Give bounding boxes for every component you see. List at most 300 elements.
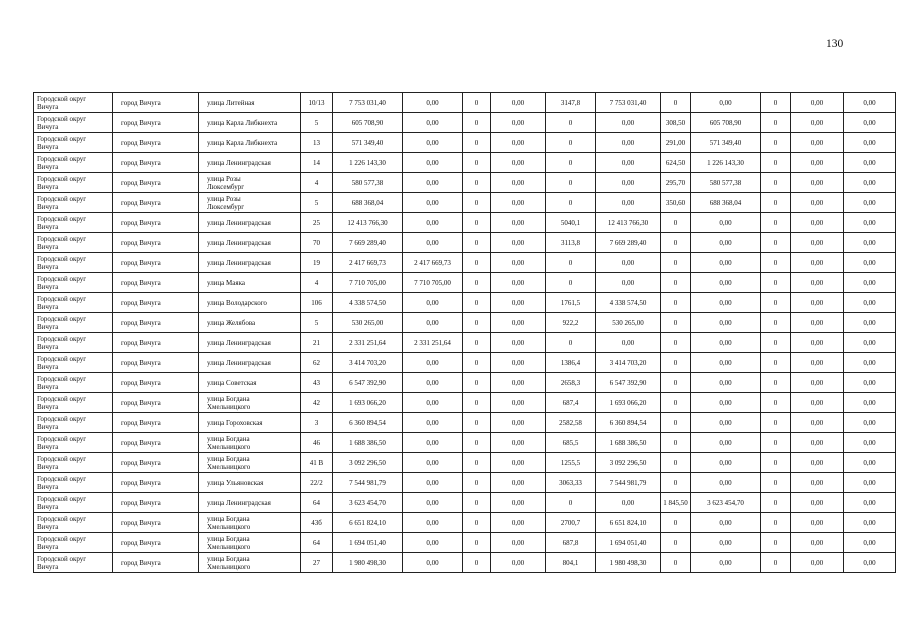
value-cell: 1 694 051,40 [333,533,403,553]
value-cell: 0 [546,173,596,193]
value-cell: 1 694 051,40 [596,533,661,553]
value-cell: 0,00 [691,93,761,113]
value-cell: 0,00 [691,513,761,533]
street-cell: улица Советская [199,373,301,393]
value-cell: 7 753 031,40 [596,93,661,113]
value-cell: 605 708,90 [333,113,403,133]
value-cell: 0 [463,93,491,113]
city-cell: город Вичуга [113,413,199,433]
city-cell: город Вичуга [113,513,199,533]
street-cell: улица Желябова [199,313,301,333]
value-cell: 0,00 [691,233,761,253]
value-cell: 0 [463,493,491,513]
value-cell: 3 092 296,50 [333,453,403,473]
city-cell: город Вичуга [113,133,199,153]
value-cell: 0,00 [596,333,661,353]
value-cell: 0,00 [691,473,761,493]
district-cell: Городской округ Вичуга [34,493,113,513]
value-cell: 2 331 251,64 [403,333,463,353]
house-number-cell: 64 [301,493,333,513]
value-cell: 0 [546,113,596,133]
street-cell: улица Ленинградская [199,213,301,233]
value-cell: 291,00 [661,133,691,153]
value-cell: 0,00 [491,233,546,253]
value-cell: 0,00 [491,113,546,133]
value-cell: 0 [761,413,791,433]
value-cell: 0,00 [791,333,844,353]
district-cell: Городской округ Вичуга [34,513,113,533]
street-cell: улица Богдана Хмельницкого [199,433,301,453]
value-cell: 6 360 894,54 [596,413,661,433]
house-number-cell: 14 [301,153,333,173]
value-cell: 3 414 703,20 [333,353,403,373]
value-cell: 0 [463,133,491,153]
district-cell: Городской округ Вичуга [34,153,113,173]
value-cell: 688 368,04 [691,193,761,213]
table-row [34,213,896,233]
street-cell: улица Богдана Хмельницкого [199,553,301,573]
district-cell: Городской округ Вичуга [34,553,113,573]
value-cell: 0,00 [491,293,546,313]
value-cell: 2 331 251,64 [333,333,403,353]
value-cell: 0,00 [844,333,896,353]
value-cell: 0,00 [491,393,546,413]
value-cell: 0 [463,533,491,553]
value-cell: 0,00 [403,153,463,173]
value-cell: 1761,5 [546,293,596,313]
district-cell: Городской округ Вичуга [34,233,113,253]
city-cell: город Вичуга [113,253,199,273]
city-cell: город Вичуга [113,313,199,333]
value-cell: 0,00 [491,553,546,573]
value-cell: 0 [661,273,691,293]
value-cell: 0 [761,113,791,133]
value-cell: 0,00 [791,273,844,293]
value-cell: 0 [661,413,691,433]
table-row [34,333,896,353]
value-cell: 1 845,50 [661,493,691,513]
value-cell: 0,00 [844,253,896,273]
city-cell: город Вичуга [113,373,199,393]
table-row [34,273,896,293]
value-cell: 0 [463,233,491,253]
value-cell: 0 [463,513,491,533]
value-cell: 7 710 705,00 [333,273,403,293]
value-cell: 0,00 [844,293,896,313]
value-cell: 0 [761,193,791,213]
value-cell: 0,00 [844,533,896,553]
value-cell: 0,00 [403,93,463,113]
value-cell: 687,4 [546,393,596,413]
house-number-cell: 3 [301,413,333,433]
value-cell: 0,00 [403,313,463,333]
value-cell: 0 [761,133,791,153]
value-cell: 0 [463,333,491,353]
city-cell: город Вичуга [113,493,199,513]
value-cell: 0,00 [491,493,546,513]
street-cell: улица Богдана Хмельницкого [199,453,301,473]
value-cell: 0 [761,533,791,553]
table-body [34,93,896,573]
value-cell: 0 [761,333,791,353]
value-cell: 0,00 [491,333,546,353]
value-cell: 0,00 [491,133,546,153]
value-cell: 0,00 [403,213,463,233]
value-cell: 0,00 [844,493,896,513]
value-cell: 0,00 [491,193,546,213]
value-cell: 0 [661,393,691,413]
value-cell: 0 [661,233,691,253]
district-cell: Городской округ Вичуга [34,173,113,193]
district-cell: Городской округ Вичуга [34,253,113,273]
value-cell: 0,00 [403,293,463,313]
value-cell: 0,00 [791,213,844,233]
value-cell: 0,00 [403,453,463,473]
value-cell: 6 547 392,90 [596,373,661,393]
street-cell: улица Литейная [199,93,301,113]
street-cell: улица Ленинградская [199,353,301,373]
value-cell: 0,00 [403,373,463,393]
house-number-cell: 70 [301,233,333,253]
city-cell: город Вичуга [113,453,199,473]
house-number-cell: 25 [301,213,333,233]
value-cell: 6 651 824,10 [596,513,661,533]
district-cell: Городской округ Вичуга [34,533,113,553]
value-cell: 605 708,90 [691,113,761,133]
house-number-cell: 5 [301,113,333,133]
value-cell: 0,00 [844,353,896,373]
value-cell: 0 [661,553,691,573]
value-cell: 0,00 [691,253,761,273]
table-row [34,353,896,373]
city-cell: город Вичуга [113,153,199,173]
value-cell: 0,00 [844,413,896,433]
value-cell: 0,00 [596,133,661,153]
value-cell: 0 [761,453,791,473]
value-cell: 0,00 [691,413,761,433]
street-cell: улица Володарского [199,293,301,313]
value-cell: 0 [463,393,491,413]
city-cell: город Вичуга [113,333,199,353]
value-cell: 7 544 981,79 [596,473,661,493]
value-cell: 1 980 498,30 [596,553,661,573]
city-cell: город Вичуга [113,273,199,293]
house-number-cell: 4 [301,173,333,193]
value-cell: 0,00 [691,433,761,453]
value-cell: 7 669 289,40 [596,233,661,253]
value-cell: 0,00 [791,133,844,153]
value-cell: 0 [463,253,491,273]
street-cell: улица Розы Люксембург [199,193,301,213]
house-number-cell: 19 [301,253,333,273]
value-cell: 1 688 386,50 [333,433,403,453]
value-cell: 0,00 [491,253,546,273]
value-cell: 0 [463,553,491,573]
value-cell: 571 349,40 [333,133,403,153]
value-cell: 0,00 [491,173,546,193]
table-row [34,313,896,333]
street-cell: улица Богдана Хмельницкого [199,393,301,413]
value-cell: 1 693 066,20 [333,393,403,413]
value-cell: 0,00 [691,353,761,373]
value-cell: 0,00 [691,293,761,313]
value-cell: 1255,5 [546,453,596,473]
value-cell: 0,00 [491,453,546,473]
housing-table [33,92,896,573]
value-cell: 6 547 392,90 [333,373,403,393]
house-number-cell: 5 [301,313,333,333]
value-cell: 0,00 [691,533,761,553]
value-cell: 0,00 [791,313,844,333]
city-cell: город Вичуга [113,393,199,413]
city-cell: город Вичуга [113,533,199,553]
city-cell: город Вичуга [113,213,199,233]
district-cell: Городской округ Вичуга [34,213,113,233]
district-cell: Городской округ Вичуга [34,353,113,373]
value-cell: 1 688 386,50 [596,433,661,453]
house-number-cell: 27 [301,553,333,573]
value-cell: 0,00 [791,493,844,513]
value-cell: 0,00 [691,273,761,293]
value-cell: 2700,7 [546,513,596,533]
value-cell: 0,00 [403,493,463,513]
value-cell: 0,00 [491,93,546,113]
value-cell: 0 [463,473,491,493]
value-cell: 0 [546,273,596,293]
value-cell: 0 [463,173,491,193]
house-number-cell: 10/13 [301,93,333,113]
district-cell: Городской округ Вичуга [34,393,113,413]
value-cell: 0 [761,233,791,253]
district-cell: Городской округ Вичуга [34,473,113,493]
value-cell: 0,00 [691,333,761,353]
value-cell: 580 577,38 [691,173,761,193]
value-cell: 2658,3 [546,373,596,393]
value-cell: 0 [463,313,491,333]
street-cell: улица Маяка [199,273,301,293]
value-cell: 804,1 [546,553,596,573]
value-cell: 0,00 [403,193,463,213]
value-cell: 0,00 [844,453,896,473]
value-cell: 0,00 [844,373,896,393]
value-cell: 0 [463,193,491,213]
value-cell: 3 623 454,70 [333,493,403,513]
value-cell: 0 [761,373,791,393]
value-cell: 0,00 [691,373,761,393]
street-cell: улица Ленинградская [199,233,301,253]
value-cell: 0 [661,333,691,353]
value-cell: 0,00 [791,353,844,373]
value-cell: 0,00 [791,413,844,433]
value-cell: 0,00 [791,233,844,253]
value-cell: 0 [546,193,596,213]
value-cell: 0,00 [791,513,844,533]
value-cell: 0 [761,293,791,313]
value-cell: 0 [761,473,791,493]
value-cell: 0 [761,213,791,233]
value-cell: 3 623 454,70 [691,493,761,513]
city-cell: город Вичуга [113,353,199,373]
value-cell: 0,00 [596,193,661,213]
value-cell: 0,00 [791,373,844,393]
table-row [34,253,896,273]
value-cell: 0 [546,253,596,273]
table-row [34,453,896,473]
value-cell: 0,00 [791,93,844,113]
value-cell: 0,00 [596,153,661,173]
value-cell: 0 [463,433,491,453]
street-cell: улица Карла Либкнехта [199,113,301,133]
value-cell: 685,5 [546,433,596,453]
table-row [34,113,896,133]
value-cell: 0,00 [403,513,463,533]
value-cell: 0 [546,153,596,173]
street-cell: улица Ленинградская [199,493,301,513]
value-cell: 0,00 [791,473,844,493]
value-cell: 0,00 [491,313,546,333]
value-cell: 0 [761,553,791,573]
table-row [34,413,896,433]
value-cell: 0,00 [491,153,546,173]
house-number-cell: 42 [301,393,333,413]
value-cell: 0,00 [596,113,661,133]
house-number-cell: 13 [301,133,333,153]
value-cell: 0,00 [844,393,896,413]
value-cell: 0,00 [791,193,844,213]
value-cell: 0,00 [403,533,463,553]
value-cell: 0 [761,273,791,293]
value-cell: 624,50 [661,153,691,173]
value-cell: 0,00 [844,213,896,233]
value-cell: 0,00 [403,473,463,493]
value-cell: 0 [463,373,491,393]
value-cell: 0,00 [844,313,896,333]
street-cell: улица Богдана Хмельницкого [199,533,301,553]
value-cell: 0,00 [403,173,463,193]
district-cell: Городской округ Вичуга [34,273,113,293]
value-cell: 4 338 574,50 [596,293,661,313]
value-cell: 6 360 894,54 [333,413,403,433]
value-cell: 0,00 [491,533,546,553]
value-cell: 7 669 289,40 [333,233,403,253]
value-cell: 1 226 143,30 [333,153,403,173]
value-cell: 0 [661,293,691,313]
street-cell: улица Розы Люксембург [199,173,301,193]
value-cell: 0,00 [403,233,463,253]
value-cell: 687,8 [546,533,596,553]
value-cell: 0,00 [844,153,896,173]
value-cell: 0,00 [403,393,463,413]
value-cell: 0,00 [791,153,844,173]
table-row [34,133,896,153]
value-cell: 688 368,04 [333,193,403,213]
table-row [34,393,896,413]
value-cell: 0 [661,253,691,273]
value-cell: 0,00 [844,273,896,293]
district-cell: Городской округ Вичуга [34,93,113,113]
value-cell: 0 [761,513,791,533]
value-cell: 0 [761,313,791,333]
value-cell: 0,00 [403,113,463,133]
page-number: 130 [826,38,844,50]
city-cell: город Вичуга [113,113,199,133]
district-cell: Городской округ Вичуга [34,433,113,453]
value-cell: 0 [661,513,691,533]
value-cell: 5040,1 [546,213,596,233]
value-cell: 0,00 [791,533,844,553]
value-cell: 0 [463,353,491,373]
house-number-cell: 46 [301,433,333,453]
value-cell: 0,00 [844,193,896,213]
value-cell: 7 710 705,00 [403,273,463,293]
value-cell: 0,00 [491,433,546,453]
value-cell: 2 417 669,73 [403,253,463,273]
table-row [34,493,896,513]
city-cell: город Вичуга [113,473,199,493]
value-cell: 0 [463,273,491,293]
value-cell: 0,00 [844,233,896,253]
value-cell: 3063,33 [546,473,596,493]
street-cell: улица Ульяновская [199,473,301,493]
value-cell: 0,00 [403,413,463,433]
value-cell: 0,00 [844,133,896,153]
value-cell: 0 [761,353,791,373]
value-cell: 0,00 [691,553,761,573]
value-cell: 0,00 [596,273,661,293]
value-cell: 0 [761,153,791,173]
value-cell: 0,00 [844,173,896,193]
value-cell: 0,00 [791,293,844,313]
value-cell: 6 651 824,10 [333,513,403,533]
value-cell: 3 092 296,50 [596,453,661,473]
value-cell: 0 [661,353,691,373]
table-row [34,173,896,193]
value-cell: 0 [463,453,491,473]
value-cell: 0 [661,313,691,333]
house-number-cell: 41 В [301,453,333,473]
value-cell: 0,00 [791,393,844,413]
value-cell: 0 [463,113,491,133]
table-row [34,373,896,393]
street-cell: улица Гороховская [199,413,301,433]
value-cell: 0 [761,93,791,113]
value-cell: 0,00 [491,353,546,373]
value-cell: 0 [661,433,691,453]
street-cell: улица Ленинградская [199,253,301,273]
value-cell: 0,00 [691,453,761,473]
city-cell: город Вичуга [113,293,199,313]
house-number-cell: 106 [301,293,333,313]
value-cell: 0,00 [791,173,844,193]
table-row [34,473,896,493]
value-cell: 0,00 [596,253,661,273]
street-cell: улица Ленинградская [199,153,301,173]
district-cell: Городской округ Вичуга [34,373,113,393]
value-cell: 0,00 [691,393,761,413]
value-cell: 0 [661,373,691,393]
house-number-cell: 5 [301,193,333,213]
table-row [34,233,896,253]
value-cell: 0,00 [791,553,844,573]
house-number-cell: 43б [301,513,333,533]
value-cell: 0 [761,173,791,193]
value-cell: 1 980 498,30 [333,553,403,573]
value-cell: 4 338 574,50 [333,293,403,313]
value-cell: 0,00 [403,133,463,153]
value-cell: 7 753 031,40 [333,93,403,113]
value-cell: 922,2 [546,313,596,333]
value-cell: 530 265,00 [333,313,403,333]
